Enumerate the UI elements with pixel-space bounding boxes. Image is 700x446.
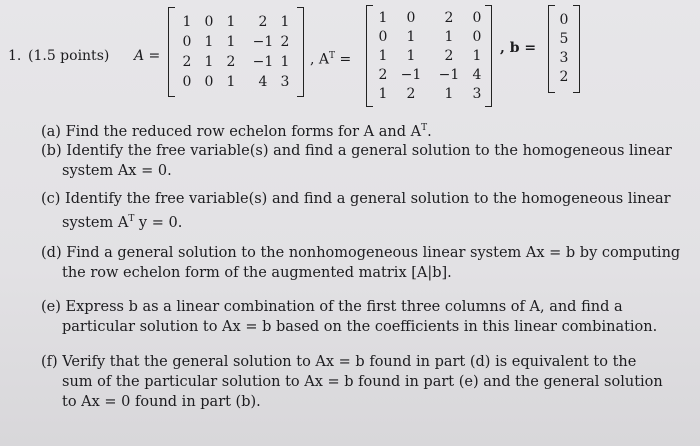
matrix-entry: 2	[406, 86, 416, 102]
part-e	[41, 297, 657, 337]
matrix-entry: 2	[258, 14, 268, 30]
matrix-entry: 0	[406, 10, 416, 26]
matrix-entry: 3	[472, 86, 482, 102]
part-b-key: (b)	[41, 143, 62, 159]
part-d-key: (d)	[41, 245, 62, 261]
part-a	[41, 118, 432, 142]
matrix-entry: 1	[204, 34, 214, 50]
part-b-line1: Identify the free variable(s) and find a general solution to the homogeneous linear	[66, 143, 672, 159]
matrix-entry: 1	[378, 86, 388, 102]
part-a-text: Find the reduced row echelon forms for A and $A^T$.	[65, 123, 432, 140]
matrix-entry: 5	[559, 31, 569, 47]
part-f	[41, 352, 663, 412]
matrix-entry: 0	[472, 10, 482, 26]
matrix-entry: 1	[378, 48, 388, 64]
part-b	[41, 141, 672, 181]
matrix-entry: 1	[378, 10, 388, 26]
vector-b-label: , b =	[500, 40, 537, 56]
matrix-entry: 1	[182, 14, 192, 30]
matrix-entry: 1	[472, 48, 482, 64]
part-d-line2: the row echelon form of the augmented matrix [A|b].	[62, 265, 452, 281]
matrix-entry: 1	[204, 54, 214, 70]
matrix-entry: 4	[258, 74, 268, 90]
problem-number: 1.	[8, 48, 22, 64]
part-a-key: (a)	[41, 123, 61, 140]
matrix-entry: 1	[226, 14, 236, 30]
problem-points: (1.5 points)	[28, 48, 110, 64]
part-e-line2: particular solution to Ax = b based on the coefficients in this linear combination.	[62, 319, 658, 335]
matrix-entry: 0	[559, 12, 569, 28]
part-f-line2: sum of the particular solution to Ax = b found in part (e) and the general solution	[62, 374, 663, 390]
matrix-entry: 1	[280, 54, 290, 70]
matrix-entry: 3	[559, 50, 569, 66]
matrix-entry: 2	[378, 67, 388, 83]
matrix-entry: 1	[444, 29, 454, 45]
part-d	[41, 243, 680, 283]
matrix-entry: 0	[204, 74, 214, 90]
part-c-line1: Identify the free variable(s) and find a general solution to the homogeneous linear	[65, 191, 671, 207]
matrix-entry: 1	[226, 74, 236, 90]
matrix-entry: 1	[406, 48, 416, 64]
matrix-entry: 2	[280, 34, 290, 50]
matrix-entry: 2	[444, 10, 454, 26]
part-e-key: (e)	[41, 299, 61, 315]
part-e-line1: Express b as a linear combination of the first three columns of A, and find a	[65, 299, 623, 315]
matrix-entry: 1	[444, 86, 454, 102]
part-c	[41, 189, 671, 233]
matrix-entry: 2	[182, 54, 192, 70]
matrix-entry: 0	[182, 74, 192, 90]
right-bracket	[297, 7, 304, 97]
matrix-entry: 4	[472, 67, 482, 83]
part-c-line2: system $A^T$ y = 0.	[62, 214, 183, 231]
matrix-entry: 2	[226, 54, 236, 70]
matrix-entry: 0	[378, 29, 388, 45]
matrix-entry: 3	[280, 74, 290, 90]
matrix-entry: 0	[204, 14, 214, 30]
matrix-entry: 1	[280, 14, 290, 30]
matrix-entry: 2	[559, 69, 569, 85]
matrix-entry: 1	[226, 34, 236, 50]
part-f-line3: to Ax = 0 found in part (b).	[62, 394, 261, 410]
matrix-entry: 0	[182, 34, 192, 50]
matrix-entry: −1	[252, 34, 274, 50]
matrix-A	[168, 8, 304, 96]
matrix-entry: 0	[472, 29, 482, 45]
matrix-entry: 1	[406, 29, 416, 45]
part-f-line1: Verify that the general solution to Ax = b found in part (d) is equivalent to the	[62, 354, 637, 370]
matrix-entry: −1	[400, 67, 422, 83]
part-f-key: (f)	[41, 354, 58, 370]
matrix-A-label: A =	[134, 48, 161, 64]
part-b-line2: system Ax = 0.	[62, 163, 172, 179]
part-d-line1: Find a general solution to the nonhomogeneous linear system Ax = b by computing	[66, 245, 681, 261]
matrix-entry: −1	[438, 67, 460, 83]
matrix-AT-label: , $A^T$ =	[310, 51, 352, 68]
matrix-entry: −1	[252, 54, 274, 70]
matrix-entry: 2	[444, 48, 454, 64]
matrix-AT	[366, 6, 492, 106]
vector-b	[548, 6, 580, 92]
part-c-key: (c)	[41, 191, 61, 207]
